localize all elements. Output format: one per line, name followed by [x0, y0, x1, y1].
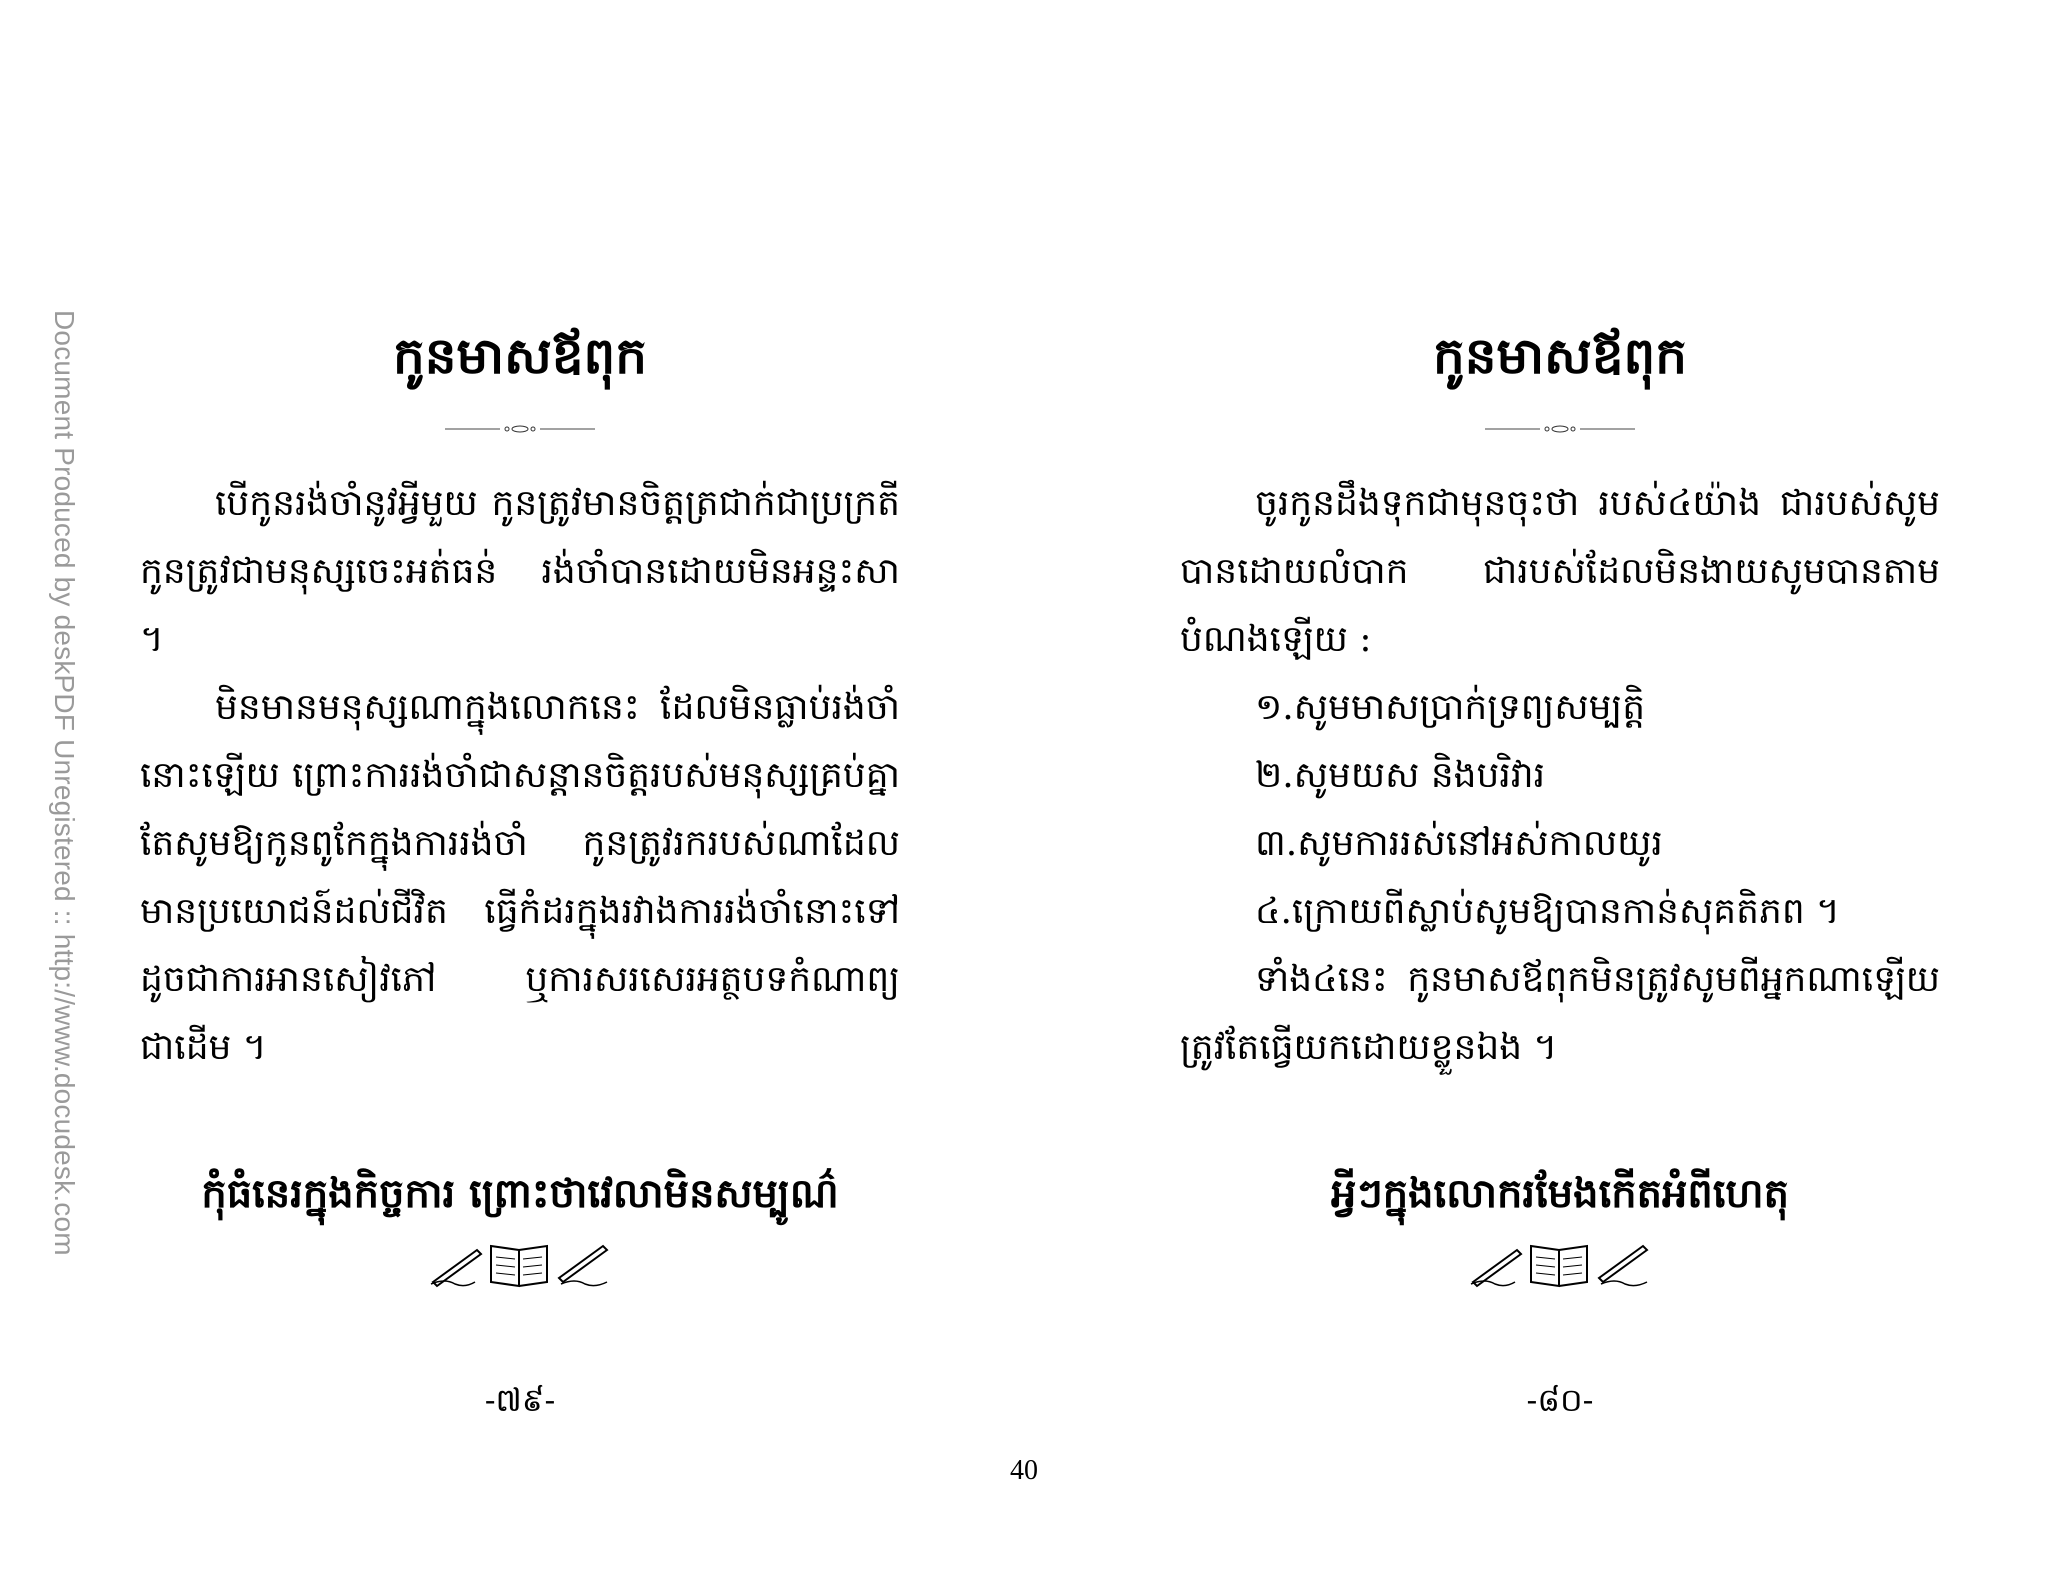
paragraph: ចូរកូនដឹងទុកជាមុនចុះថា របស់៤យ៉ាង ជារបស់សូមបានដោយលំបាក ជារបស់ដែលមិនងាយសូមបានតាមបំណងឡើយ : — [1180, 483, 1940, 660]
left-page — [140, 0, 900, 1480]
paragraph: មិនមានមនុស្សណាក្នុងលោកនេះ ដែលមិនធ្លាប់រង់ចាំនោះឡើយ ព្រោះការរង់ចាំជាសន្តានចិត្តរបស់មនុស្សគ្រប់គ្នា តែសូមឱ្យកូនពូកែក្នុងការរង់ចាំ កូនត្រូវរករបស់ណាដែលមានប្រយោជន៍ដល់ជីវិត ធ្វើកំដរក្នុងរវាងការរង់ចាំនោះទៅ ដូចជាការអានសៀវភៅ ឬការសរសេរអត្ថបទកំណាព្យជាដើម ។ — [140, 687, 900, 1068]
left-page-title: កូនមាសឪពុក — [393, 326, 647, 385]
left-page-body — [140, 470, 900, 1082]
list-item: ២.សូមយស និងបរិវារ — [1255, 755, 1546, 796]
left-page-motto: កុំធំនេរក្នុងកិច្ចការ ព្រោះថាវេលាមិនសម្បូណ៌ — [201, 1170, 839, 1217]
page-number: -៨០- — [1526, 1381, 1594, 1419]
right-page — [1180, 0, 1940, 1480]
list-item: ៤.ក្រោយពីស្លាប់សូមឱ្យបានកាន់សុគតិភព ។ — [1255, 891, 1840, 932]
title-divider-ornament — [1180, 424, 1940, 434]
right-page-motto: អ្វីៗក្នុងលោករមែងកើតអំពីហេតុ — [1330, 1170, 1789, 1217]
right-page-body — [1180, 470, 1940, 1082]
sheet-number: 40 — [1010, 1455, 1038, 1486]
watermark — [44, 310, 84, 1350]
title-divider-ornament — [140, 424, 900, 434]
paragraph: បើកូនរង់ចាំនូវអ្វីមួយ កូនត្រូវមានចិត្តត្រជាក់ជាប្រក្រតី កូនត្រូវជាមនុស្សចេះអត់ធន់ រង់ចាំបានដោយមិនអន្ទះសា ។ — [140, 483, 900, 660]
watermark-text: Document Produced by deskPDF Unregistered :: http://www.docudesk.com — [49, 310, 80, 1256]
list-item: ១.សូមមាសប្រាក់ទ្រព្យសម្បត្តិ — [1255, 687, 1646, 728]
paragraph: ទាំង៤នេះ កូនមាសឪពុកមិនត្រូវសូមពីអ្នកណាឡើយ ត្រូវតែធ្វើយកដោយខ្លួនឯង ។ — [1180, 959, 1940, 1068]
book-quill-icon — [140, 1240, 900, 1290]
right-page-title: កូនមាសឪពុក — [1433, 326, 1687, 385]
page-number: -៧៩- — [484, 1381, 556, 1419]
book-quill-icon — [1180, 1240, 1940, 1290]
list-item: ៣.សូមការរស់នៅអស់កាលយូរ — [1255, 823, 1663, 864]
